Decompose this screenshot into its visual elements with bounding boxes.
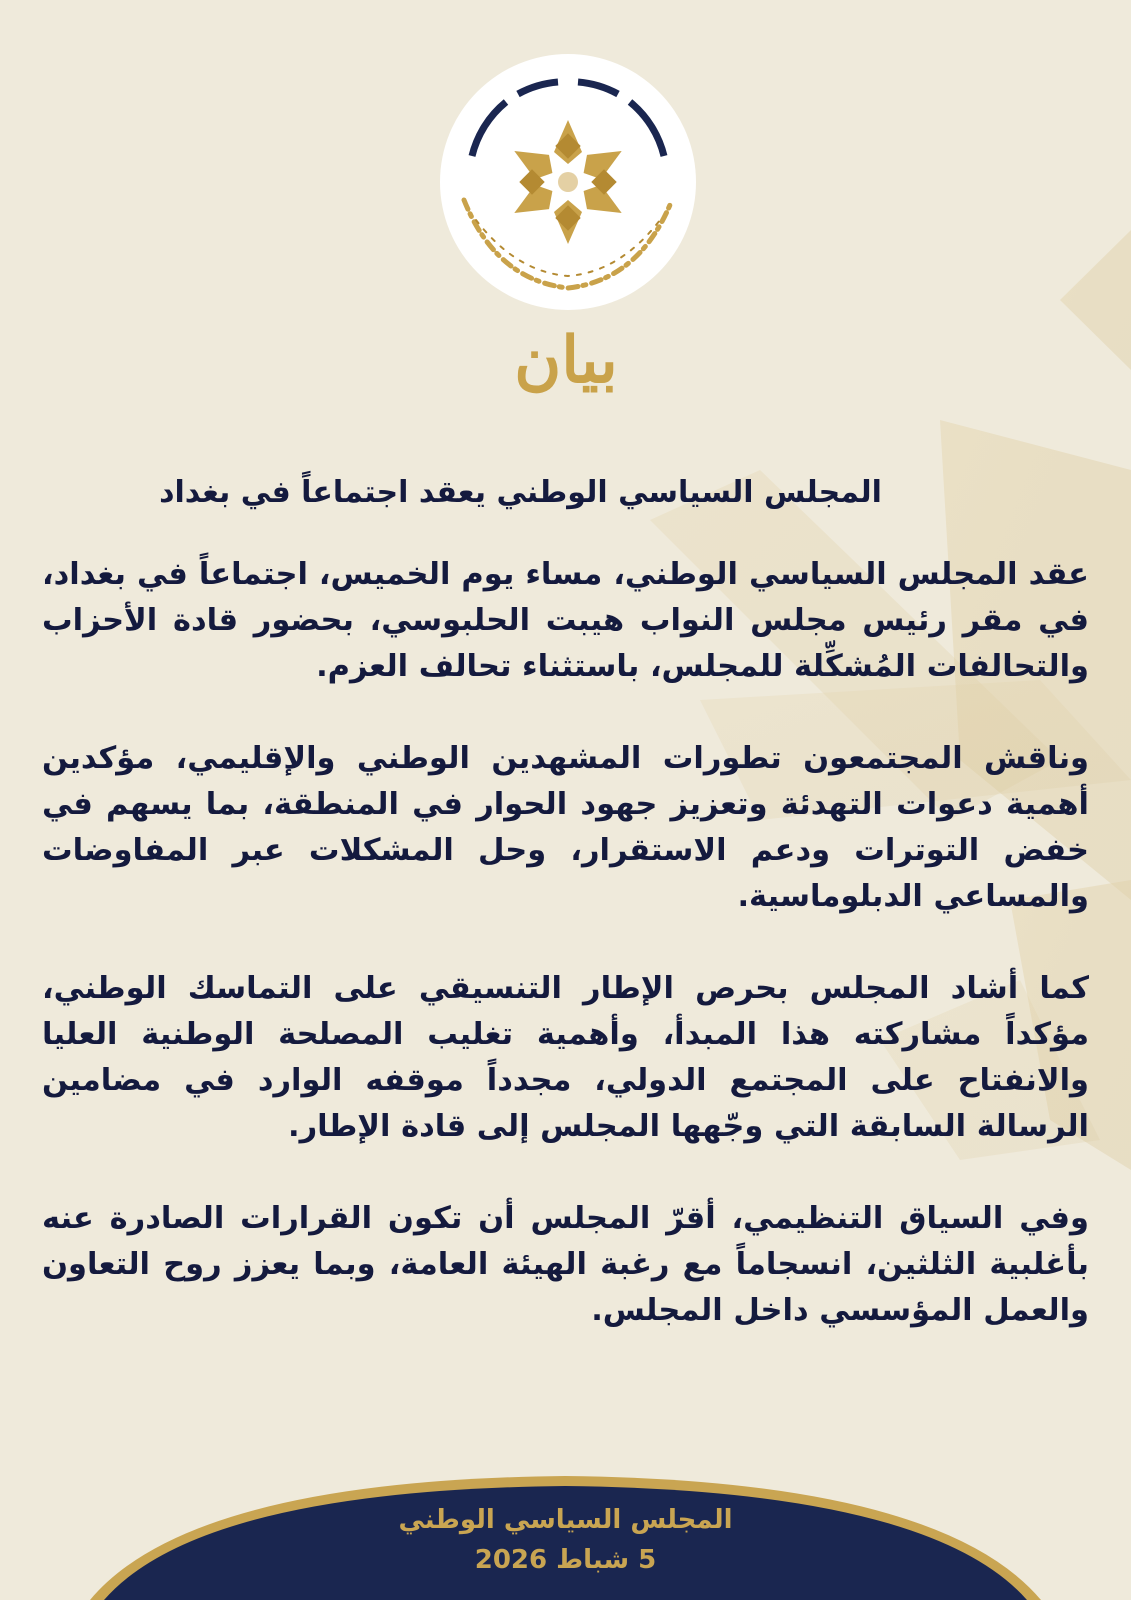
paragraph-2: وناقش المجتمعون تطورات المشهدين الوطني والإقليمي، مؤكدين أهمية دعوات التهدئة وتعزيز جهود الحوار في المنطقة، بما يسهم في خفض التوترات ودعم الاستقرار، وحل المشكلات عبر المفاوضات والمساعي الدبلوماسية. (42, 741, 1089, 914)
statement-word-text: بيان (514, 323, 618, 398)
paragraph-4: وفي السياق التنظيمي، أقرّ المجلس أن تكون القرارات الصادرة عنه بأغلبية الثلثين، انسجاماً مع رغبة الهيئة العامة، وبما يعزز روح التعاون والعمل المؤسسي داخل المجلس. (42, 1201, 1089, 1328)
headline: المجلس السياسي الوطني يعقد اجتماعاً في بغداد (159, 475, 882, 510)
council-emblem (436, 50, 700, 314)
paragraph-3: كما أشاد المجلس بحرص الإطار التنسيقي على التماسك الوطني، مؤكداً مشاركته هذا المبدأ، وأهمية تغليب المصلحة الوطنية العليا والانفتاح على المجتمع الدولي، مجدداً موقفه الوارد في مضامين الرسالة السابقة التي وجّهها المجلس إلى قادة الإطار. (42, 971, 1089, 1144)
decor-shape-right-top (1060, 230, 1131, 370)
footer-organization: المجلس السياسي الوطني (398, 1505, 733, 1535)
footer-date: 5 شباط 2026 (474, 1545, 657, 1575)
paragraph-1: عقد المجلس السياسي الوطني، مساء يوم الخميس، اجتماعاً في بغداد، في مقر رئيس مجلس النواب هيبت الحلبوسي، بحضور قادة الأحزاب والتحالفات المُشكِّلة للمجلس، باستثناء تحالف العزم. (42, 557, 1089, 684)
statement-body (42, 470, 1089, 1380)
statement-word (456, 316, 676, 416)
